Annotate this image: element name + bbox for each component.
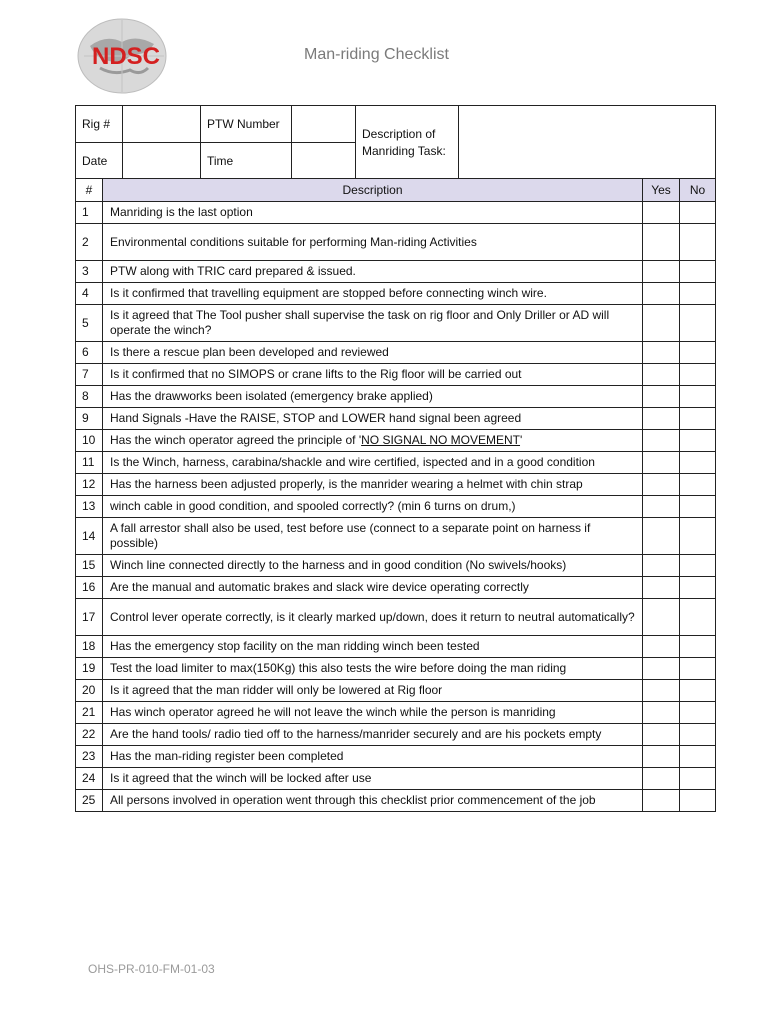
item-description: Is the Winch, harness, carabina/shackle and wire certified, ispected and in a good condition [103, 452, 643, 474]
yes-checkbox-cell[interactable] [643, 790, 680, 812]
yes-checkbox-cell[interactable] [643, 518, 680, 555]
rig-label: Rig # [76, 106, 123, 143]
item-description: winch cable in good condition, and spooled correctly? (min 6 turns on drum,) [103, 496, 643, 518]
item-number: 16 [76, 577, 103, 599]
table-row [76, 452, 716, 474]
no-checkbox-cell[interactable] [680, 202, 716, 224]
no-checkbox-cell[interactable] [680, 599, 716, 636]
item-description: Has the emergency stop facility on the man ridding winch been tested [103, 636, 643, 658]
item-number: 20 [76, 680, 103, 702]
item-number: 18 [76, 636, 103, 658]
no-checkbox-cell[interactable] [680, 636, 716, 658]
item-description: A fall arrestor shall also be used, test before use (connect to a separate point on harness if possible) [103, 518, 643, 555]
no-checkbox-cell[interactable] [680, 790, 716, 812]
document-code: OHS-PR-010-FM-01-03 [88, 962, 215, 976]
item-description: Is it confirmed that travelling equipment are stopped before connecting winch wire. [103, 283, 643, 305]
item-description: Manriding is the last option [103, 202, 643, 224]
yes-checkbox-cell[interactable] [643, 386, 680, 408]
yes-checkbox-cell[interactable] [643, 474, 680, 496]
yes-checkbox-cell[interactable] [643, 555, 680, 577]
table-row [76, 768, 716, 790]
item-number: 13 [76, 496, 103, 518]
rig-field[interactable] [123, 106, 201, 143]
yes-checkbox-cell[interactable] [643, 430, 680, 452]
item-number: 23 [76, 746, 103, 768]
page-title: Man-riding Checklist [304, 46, 449, 63]
item-number: 6 [76, 342, 103, 364]
no-checkbox-cell[interactable] [680, 724, 716, 746]
table-row [76, 342, 716, 364]
checklist-table [75, 178, 716, 812]
time-field[interactable] [292, 143, 356, 180]
yes-checkbox-cell[interactable] [643, 577, 680, 599]
item-number: 3 [76, 261, 103, 283]
item-description: All persons involved in operation went through this checklist prior commencement of the job [103, 790, 643, 812]
no-checkbox-cell[interactable] [680, 658, 716, 680]
item-number: 25 [76, 790, 103, 812]
no-checkbox-cell[interactable] [680, 342, 716, 364]
item-number: 24 [76, 768, 103, 790]
yes-checkbox-cell[interactable] [643, 702, 680, 724]
item-description: Is it agreed that the man ridder will only be lowered at Rig floor [103, 680, 643, 702]
time-label: Time [201, 143, 292, 180]
no-checkbox-cell[interactable] [680, 224, 716, 261]
yes-checkbox-cell[interactable] [643, 202, 680, 224]
yes-checkbox-cell[interactable] [643, 658, 680, 680]
table-row [76, 599, 716, 636]
item-number: 1 [76, 202, 103, 224]
no-checkbox-cell[interactable] [680, 283, 716, 305]
item-description: Has the man-riding register been completed [103, 746, 643, 768]
item-number: 22 [76, 724, 103, 746]
logo-text: NDSC [91, 43, 161, 70]
table-row [76, 474, 716, 496]
no-checkbox-cell[interactable] [680, 305, 716, 342]
col-number-header: # [76, 179, 103, 202]
table-row [76, 790, 716, 812]
item-number: 19 [76, 658, 103, 680]
table-row [76, 496, 716, 518]
yes-checkbox-cell[interactable] [643, 305, 680, 342]
table-row [76, 364, 716, 386]
item-number: 17 [76, 599, 103, 636]
table-row [76, 577, 716, 599]
task-description-field[interactable] [459, 106, 716, 180]
yes-checkbox-cell[interactable] [643, 599, 680, 636]
company-logo [76, 16, 176, 96]
ptw-label: PTW Number [201, 106, 292, 143]
item-number: 15 [76, 555, 103, 577]
table-row [76, 555, 716, 577]
item-description: Is there a rescue plan been developed and reviewed [103, 342, 643, 364]
table-row [76, 283, 716, 305]
yes-checkbox-cell[interactable] [643, 452, 680, 474]
item-description: PTW along with TRIC card prepared & issued. [103, 261, 643, 283]
item-number: 14 [76, 518, 103, 555]
yes-checkbox-cell[interactable] [643, 746, 680, 768]
no-checkbox-cell[interactable] [680, 680, 716, 702]
item-number: 12 [76, 474, 103, 496]
item-text: Has the winch operator agreed the principle of ' [110, 433, 362, 447]
no-checkbox-cell[interactable] [680, 496, 716, 518]
no-checkbox-cell[interactable] [680, 577, 716, 599]
item-description: Are the manual and automatic brakes and slack wire device operating correctly [103, 577, 643, 599]
item-number: 2 [76, 224, 103, 261]
col-description-header: Description [103, 179, 643, 202]
yes-checkbox-cell[interactable] [643, 636, 680, 658]
table-row [76, 518, 716, 555]
ptw-field[interactable] [292, 106, 356, 143]
table-row [76, 636, 716, 658]
item-description: Test the load limiter to max(150Kg) this also tests the wire before doing the man riding [103, 658, 643, 680]
yes-checkbox-cell[interactable] [643, 408, 680, 430]
item-description: Hand Signals -Have the RAISE, STOP and LOWER hand signal been agreed [103, 408, 643, 430]
date-label: Date [76, 143, 123, 180]
table-row [76, 746, 716, 768]
item-description: Has the drawworks been isolated (emergency brake applied) [103, 386, 643, 408]
item-number: 21 [76, 702, 103, 724]
yes-checkbox-cell[interactable] [643, 680, 680, 702]
yes-checkbox-cell[interactable] [643, 261, 680, 283]
task-description-label: Description of Manriding Task: [356, 106, 459, 180]
item-description: Control lever operate correctly, is it clearly marked up/down, does it return to neutral automatically? [103, 599, 643, 636]
item-description: Has the harness been adjusted properly, is the manrider wearing a helmet with chin strap [103, 474, 643, 496]
no-checkbox-cell[interactable] [680, 261, 716, 283]
table-row [76, 408, 716, 430]
yes-checkbox-cell[interactable] [643, 496, 680, 518]
item-description: Is it agreed that the winch will be locked after use [103, 768, 643, 790]
table-row [76, 386, 716, 408]
no-checkbox-cell[interactable] [680, 452, 716, 474]
date-field[interactable] [123, 143, 201, 180]
item-number: 8 [76, 386, 103, 408]
item-description: Winch line connected directly to the harness and in good condition (No swivels/hooks) [103, 555, 643, 577]
item-description: Has winch operator agreed he will not leave the winch while the person is manriding [103, 702, 643, 724]
yes-checkbox-cell[interactable] [643, 342, 680, 364]
item-underlined-text: NO SIGNAL NO MOVEMENT [361, 433, 521, 447]
yes-checkbox-cell[interactable] [643, 724, 680, 746]
item-description: Is it confirmed that no SIMOPS or crane lifts to the Rig floor will be carried out [103, 364, 643, 386]
table-row [76, 680, 716, 702]
table-row [76, 658, 716, 680]
no-checkbox-cell[interactable] [680, 746, 716, 768]
item-number: 7 [76, 364, 103, 386]
item-number: 10 [76, 430, 103, 452]
item-number: 4 [76, 283, 103, 305]
no-checkbox-cell[interactable] [680, 474, 716, 496]
yes-checkbox-cell[interactable] [643, 224, 680, 261]
yes-checkbox-cell[interactable] [643, 364, 680, 386]
yes-checkbox-cell[interactable] [643, 768, 680, 790]
item-description: Environmental conditions suitable for performing Man-riding Activities [103, 224, 643, 261]
table-row [76, 724, 716, 746]
item-number: 11 [76, 452, 103, 474]
item-suffix: ' [520, 433, 523, 447]
item-description: Is it agreed that The Tool pusher shall supervise the task on rig floor and Only Driller or AD will operate the winch? [103, 305, 643, 342]
no-checkbox-cell[interactable] [680, 430, 716, 452]
item-number: 5 [76, 305, 103, 342]
no-checkbox-cell[interactable] [680, 768, 716, 790]
no-checkbox-cell[interactable] [680, 364, 716, 386]
table-row [76, 202, 716, 224]
no-checkbox-cell[interactable] [680, 555, 716, 577]
item-number: 9 [76, 408, 103, 430]
item-description: Are the hand tools/ radio tied off to the harness/manrider securely and are his pockets empty [103, 724, 643, 746]
table-row [76, 305, 716, 342]
table-row [76, 261, 716, 283]
table-row [76, 702, 716, 724]
no-checkbox-cell[interactable] [680, 702, 716, 724]
col-yes-header: Yes [643, 179, 680, 202]
checklist-header-row [76, 179, 716, 202]
yes-checkbox-cell[interactable] [643, 283, 680, 305]
no-checkbox-cell[interactable] [680, 518, 716, 555]
item-description [103, 430, 643, 452]
table-row [76, 430, 716, 452]
table-row [76, 224, 716, 261]
no-checkbox-cell[interactable] [680, 408, 716, 430]
no-checkbox-cell[interactable] [680, 386, 716, 408]
col-no-header: No [680, 179, 716, 202]
task-info-table [75, 105, 716, 180]
